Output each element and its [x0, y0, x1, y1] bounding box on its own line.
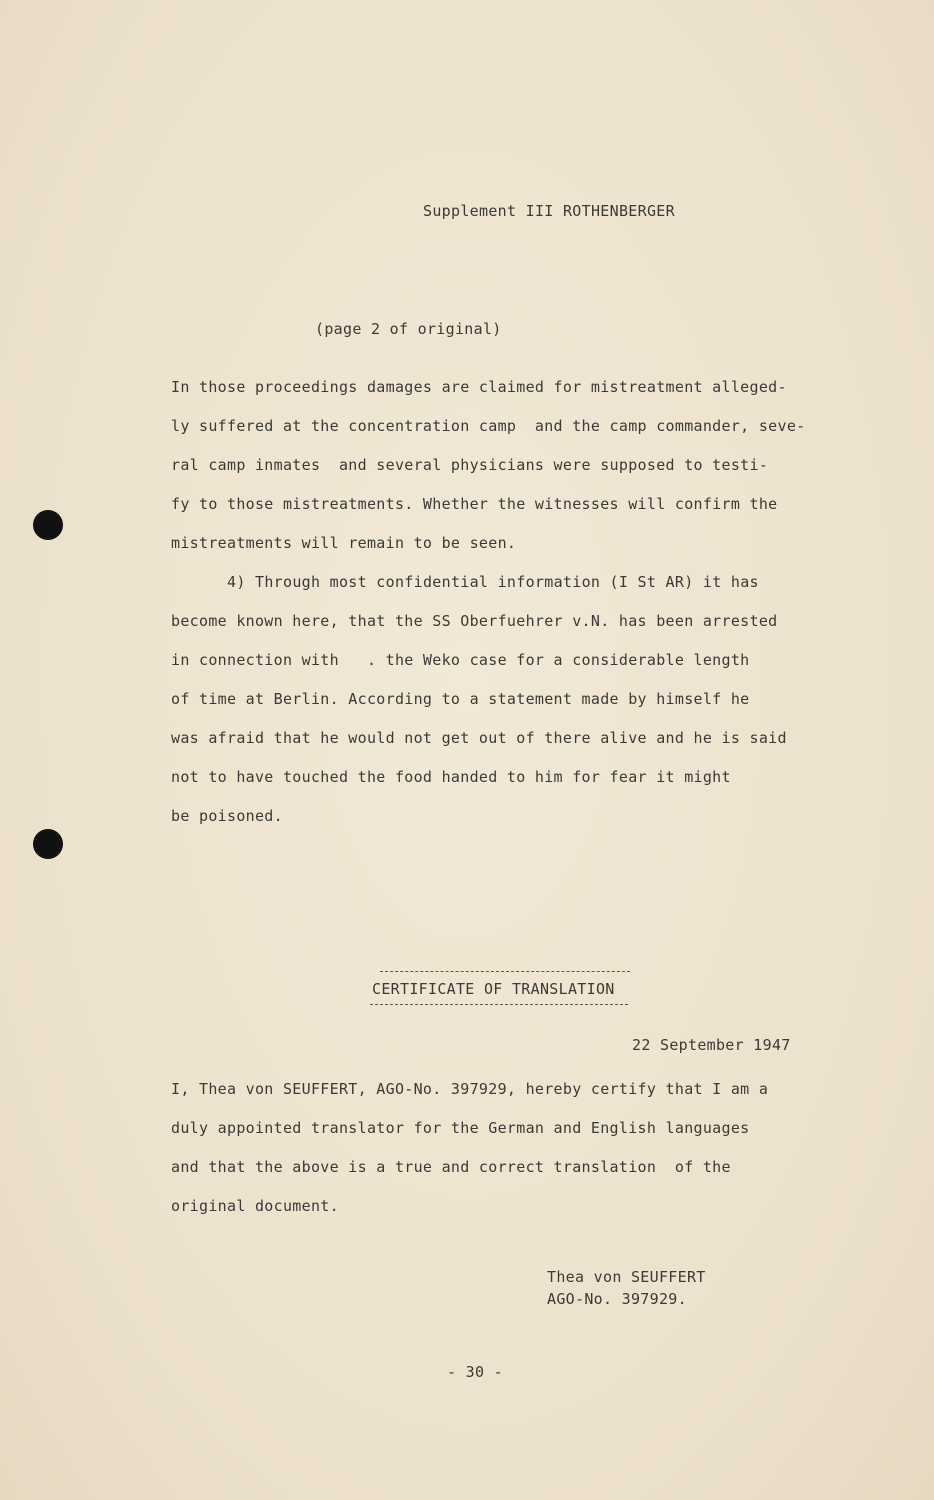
text-line: become known here, that the SS Oberfuehrer v.N. has been arrested: [171, 612, 778, 630]
text-line: duly appointed translator for the German and English languages: [171, 1119, 750, 1137]
text-line: of time at Berlin. According to a statement made by himself he: [171, 690, 750, 708]
text-line: original document.: [171, 1197, 339, 1215]
text-line: in connection with . the Weko case for a considerable length: [171, 651, 750, 669]
text-line: mistreatments will remain to be seen.: [171, 534, 517, 552]
certificate-rule-bottom: [370, 1004, 628, 1005]
page-number: - 30 -: [447, 1363, 503, 1381]
text-line: ral camp inmates and several physicians were supposed to testi-: [171, 456, 769, 474]
signature-id: AGO-No. 397929.: [547, 1290, 687, 1308]
page-reference: (page 2 of original): [315, 320, 502, 338]
certificate-body: [171, 1070, 851, 1226]
text-line: not to have touched the food handed to him for fear it might: [171, 768, 731, 786]
text-line: In those proceedings damages are claimed for mistreatment alleged-: [171, 378, 787, 396]
certificate-rule-top: [380, 971, 630, 972]
punch-hole-bottom: [33, 829, 63, 859]
text-line: be poisoned.: [171, 807, 283, 825]
paragraph-1: [171, 368, 851, 563]
document-header: Supplement III ROTHENBERGER: [423, 202, 675, 220]
paragraph-2: [171, 563, 851, 836]
text-line: 4) Through most confidential information (I St AR) it has: [227, 573, 759, 591]
punch-hole-top: [33, 510, 63, 540]
text-line: ly suffered at the concentration camp and the camp commander, seve-: [171, 417, 806, 435]
signature-name: Thea von SEUFFERT: [547, 1268, 706, 1286]
signature-block: [547, 1266, 706, 1310]
text-line: fy to those mistreatments. Whether the witnesses will confirm the: [171, 495, 778, 513]
text-line: I, Thea von SEUFFERT, AGO-No. 397929, hereby certify that I am a: [171, 1080, 769, 1098]
certificate-date: 22 September 1947: [632, 1036, 791, 1054]
text-line: was afraid that he would not get out of there alive and he is said: [171, 729, 787, 747]
certificate-title: CERTIFICATE OF TRANSLATION: [372, 980, 615, 998]
text-line: and that the above is a true and correct translation of the: [171, 1158, 731, 1176]
